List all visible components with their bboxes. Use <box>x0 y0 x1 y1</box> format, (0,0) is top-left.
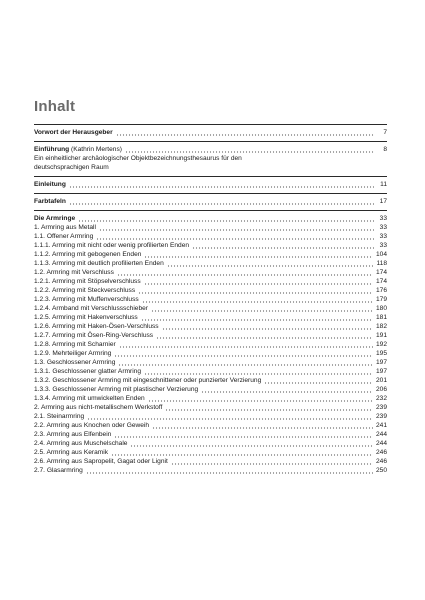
toc-subentry[interactable] <box>34 448 387 457</box>
toc-subentry[interactable] <box>34 376 387 385</box>
toc-entry-label: 2.5. Armring aus Keramik <box>34 449 109 456</box>
toc-entry-page: 195 <box>375 350 387 357</box>
toc-entry-page: 201 <box>375 377 387 384</box>
toc-entry-page: 250 <box>375 467 387 474</box>
toc-entry-page: 176 <box>375 287 387 294</box>
toc-entry-vorwort[interactable] <box>34 128 387 137</box>
dot-leader <box>125 147 374 153</box>
toc-entry-page: 33 <box>379 224 387 231</box>
toc-entry-einleitung[interactable] <box>34 180 387 189</box>
dot-leader <box>117 270 373 276</box>
toc-subentry[interactable] <box>34 349 387 358</box>
toc-subentry[interactable] <box>34 340 387 349</box>
toc-entry-page: 197 <box>375 368 387 375</box>
dot-leader <box>152 423 373 429</box>
toc-subentry[interactable] <box>34 403 387 412</box>
dot-leader <box>138 288 373 294</box>
toc-entry-label: 2.6. Armring aus Sapropelit, Gagat oder Lignit <box>34 458 168 465</box>
dot-leader <box>144 252 373 258</box>
toc-subentry[interactable] <box>34 358 387 367</box>
toc-entry-label: 1.2.7. Armring mit Ösen-Ring-Verschluss <box>34 332 154 339</box>
toc-entry-label: 1.2.1. Armring mit Stöpselverschluss <box>34 278 141 285</box>
toc-entry-label: 1.2.9. Mehrteiliger Armring <box>34 350 112 357</box>
dot-leader <box>118 360 373 366</box>
toc-entry-page: 206 <box>375 386 387 393</box>
toc-entry-label <box>34 145 122 154</box>
toc-entry-page: 239 <box>375 404 387 411</box>
toc-subentry[interactable] <box>34 412 387 421</box>
toc-subentry[interactable] <box>34 430 387 439</box>
dot-leader <box>119 342 373 348</box>
toc-entry-page: 197 <box>375 359 387 366</box>
dot-leader <box>142 297 373 303</box>
toc-entry-label: 1.1.2. Armring mit gebogenen Enden <box>34 251 142 258</box>
toc-entry-label: 1.2.4. Armband mit Verschlussschieber <box>34 305 148 312</box>
toc-entry-page: 241 <box>375 422 387 429</box>
dot-leader <box>144 279 373 285</box>
toc-subentry[interactable] <box>34 322 387 331</box>
toc-subentry[interactable] <box>34 421 387 430</box>
toc-entry-label: 1.3. Geschlossener Armring <box>34 359 116 366</box>
toc-entry-page: 246 <box>375 458 387 465</box>
dot-leader <box>201 387 373 393</box>
toc-entry-page: 180 <box>375 305 387 312</box>
toc-entry-label: 1. Armring aus Metall <box>34 224 96 231</box>
dot-leader <box>264 378 373 384</box>
toc-entry-label: 2.2. Armring aus Knochen oder Geweih <box>34 422 150 429</box>
toc-entry-label: 2.3. Armring aus Elfenbein <box>34 431 112 438</box>
toc-entry-einfuehrung[interactable] <box>34 145 387 154</box>
toc-subentry[interactable] <box>34 259 387 268</box>
toc-entry-page: 33 <box>379 233 387 240</box>
toc-entry-page: 11 <box>380 181 387 188</box>
dot-leader <box>171 459 373 465</box>
toc-entry-page: 244 <box>375 440 387 447</box>
dot-leader <box>192 243 374 249</box>
toc-subentry[interactable] <box>34 250 387 259</box>
toc-entry-page: 104 <box>375 251 387 258</box>
toc-entry-author: (Kathrin Mertens) <box>69 146 122 153</box>
dot-leader <box>78 216 374 222</box>
toc-entry-label: 2. Armring aus nicht-metallischem Werkstoff <box>34 404 163 411</box>
dot-leader <box>116 130 374 136</box>
toc-entry-label: Vorwort der Herausgeber <box>34 129 113 136</box>
toc-entry-page: 174 <box>375 269 387 276</box>
toc-entry-label: Einleitung <box>34 181 66 188</box>
dot-leader <box>86 468 373 474</box>
toc-entry-page: 239 <box>375 413 387 420</box>
toc-entry-page: 191 <box>375 332 387 339</box>
dot-leader <box>156 333 373 339</box>
dot-leader <box>96 234 374 240</box>
toc-sublist-armringe <box>34 223 387 475</box>
toc-subentry[interactable] <box>34 466 387 475</box>
toc-entry-page: 33 <box>379 242 387 249</box>
toc-entry-page: 246 <box>375 449 387 456</box>
toc-subentry[interactable] <box>34 286 387 295</box>
toc-entry-label: 1.2. Armring mit Verschluss <box>34 269 114 276</box>
toc-entry-page: 8 <box>383 146 387 153</box>
toc-entry-page: 182 <box>375 323 387 330</box>
dot-leader <box>114 432 373 438</box>
toc-entry-farbtafeln[interactable] <box>34 197 387 206</box>
toc-entry-page: 232 <box>375 395 387 402</box>
toc-subentry[interactable] <box>34 394 387 403</box>
toc-entry-title: Einführung <box>34 146 70 153</box>
toc-entry-label: Farbtafeln <box>34 198 66 205</box>
toc-entry-label: 1.1.3. Armring mit deutlich profilierten Enden <box>34 260 164 267</box>
toc-entry-label: 1.2.3. Armring mit Muffenverschluss <box>34 296 139 303</box>
toc-subentry[interactable] <box>34 313 387 322</box>
toc-subentry[interactable] <box>34 223 387 232</box>
toc-subentry[interactable] <box>34 439 387 448</box>
toc-entry-page: 33 <box>379 215 387 222</box>
toc-subentry[interactable] <box>34 277 387 286</box>
toc-entry-label: 1.3.3. Geschlossener Armring mit plastischer Verzierung <box>34 386 199 393</box>
dot-leader <box>111 450 373 456</box>
table-of-contents <box>34 124 387 475</box>
dot-leader <box>144 369 373 375</box>
toc-entry-page: 118 <box>376 260 387 267</box>
dot-leader <box>148 396 373 402</box>
toc-entry-page: 244 <box>375 431 387 438</box>
dot-leader <box>151 306 373 312</box>
dot-leader <box>69 182 374 188</box>
toc-subentry[interactable] <box>34 367 387 376</box>
dot-leader <box>99 225 374 231</box>
toc-entry-label: 1.2.5. Armring mit Hakenverschluss <box>34 314 138 321</box>
toc-entry-page: 174 <box>375 278 387 285</box>
toc-subentry[interactable] <box>34 304 387 313</box>
toc-entry-page: 192 <box>375 341 387 348</box>
toc-entry-page: 181 <box>375 314 387 321</box>
toc-entry-label: 2.7. Glasarmring <box>34 467 83 474</box>
toc-subentry[interactable] <box>34 241 387 250</box>
dot-leader <box>87 414 373 420</box>
toc-entry-label: 1.3.2. Geschlossener Armring mit eingeschnittener oder punzierter Verzierung <box>34 377 262 384</box>
toc-entry-label: 1.2.8. Armring mit Scharnier <box>34 341 116 348</box>
toc-entry-page: 7 <box>383 129 387 136</box>
toc-subentry[interactable] <box>34 268 387 277</box>
toc-entry-subtitle: Ein einheitlicher archäologischer Objektbezeichnungsthesaurus für den <box>34 155 242 162</box>
toc-subentry[interactable] <box>34 295 387 304</box>
toc-entry-label: 1.3.1. Geschlossener glatter Armring <box>34 368 142 375</box>
toc-entry-label: 2.1. Steinarmring <box>34 413 85 420</box>
toc-entry-label: 1.1.1. Armring mit nicht oder wenig profilierten Enden <box>34 242 190 249</box>
toc-subentry[interactable] <box>34 232 387 241</box>
page-title: Inhalt <box>34 98 76 116</box>
toc-entry-label: Die Armringe <box>34 215 76 222</box>
toc-entry-label: 1.2.2. Armring mit Steckverschluss <box>34 287 136 294</box>
dot-leader <box>162 324 373 330</box>
dot-leader <box>130 441 373 447</box>
dot-leader <box>114 351 373 357</box>
toc-entry-label: 1.1. Offener Armring <box>34 233 94 240</box>
toc-subentry[interactable] <box>34 331 387 340</box>
toc-subentry[interactable] <box>34 457 387 466</box>
dot-leader <box>69 199 374 205</box>
toc-entry-subtitle: deutschsprachigen Raum <box>34 164 109 171</box>
toc-entry-label: 1.3.4. Armring mit umwickelten Enden <box>34 395 145 402</box>
toc-entry-label: 1.2.6. Armring mit Haken-Ösen-Verschluss <box>34 323 159 330</box>
dot-leader <box>141 315 373 321</box>
toc-subentry[interactable] <box>34 385 387 394</box>
dot-leader <box>165 405 373 411</box>
toc-entry-label: 2.4. Armring aus Muschelschale <box>34 440 128 447</box>
toc-entry-armringe[interactable] <box>34 214 387 223</box>
toc-entry-page: 179 <box>375 296 387 303</box>
toc-entry-page: 17 <box>379 198 387 205</box>
dot-leader <box>167 261 374 267</box>
